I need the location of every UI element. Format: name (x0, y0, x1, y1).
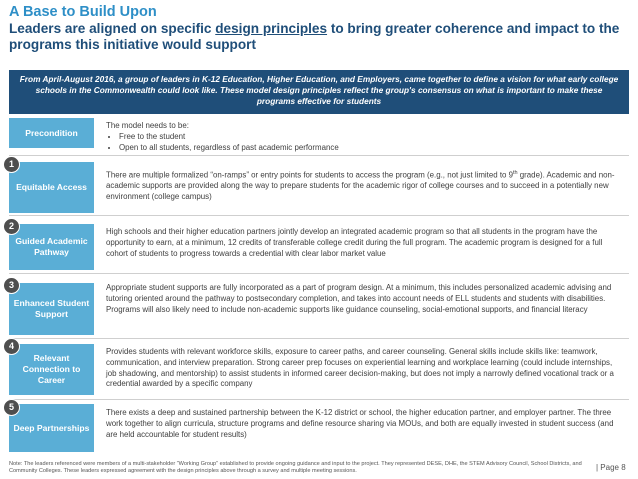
page-number: | Page 8 (596, 463, 626, 472)
divider (9, 338, 629, 339)
principle-label-5: Deep Partnerships (9, 404, 94, 452)
intro-banner: From April-August 2016, a group of leaders in K-12 Education, Higher Education, and Employers, came together to define a vision for what early college schools in the Commonwealth could look like. These model design principles reflect the group's consensus on what is important to make these programs effective for students (9, 70, 629, 114)
footnote: Note: The leaders referenced were members of a multi-stakeholder “Working Group” established to provide ongoing guidance and input to the project. They represented DESE, DHE, the STEM Advisory Council, School Districts, and Community Colleges. These leaders expressed agreement with the design principles above through a survey and multiple meeting sessions. (9, 461, 582, 474)
principle-text-1b: grade). Academic and non-academic supports are provided along the way to prepare students for the academic rigor of college courses and to succeed in a potentially new environment (college campus) (106, 170, 615, 202)
principle-description-3: Appropriate student supports are fully incorporated as a part of program design. At a minimum, this includes personalized academic advising and tutoring oriented around the pathway to postsecondary completion, and takes into account needs of ELL students and students with disabilities. Programs will also likely need to include non-academic supports like guidance counseling, social-emotional supports, and financial literacy (106, 283, 612, 314)
number-badge-1: 1 (3, 156, 20, 173)
superscript: th (512, 170, 518, 176)
number-badge-4: 4 (3, 338, 20, 355)
principle-description-2: High schools and their higher education partners jointly develop an integrated academic program so that all students in the program have the opportunity to earn, at a minimum, 12 credits of transferable college credit during the full program. The academic program is designed for a full cohort of students to progress towards a credential with clear labor market value (106, 227, 603, 258)
precondition-bullet: • Open to all students, regardless of past academic performance (119, 143, 621, 154)
page-title: A Base to Build Upon (9, 4, 157, 20)
principle-description-5: There exists a deep and sustained partnership between the K-12 district or school, the higher education partner, and employer partner. The three work together to align curricula, structure programs and define resource sharing via MOUs, and both are equally invested in student success (and are held accountable for student results) (106, 408, 614, 439)
principle-description-1 (106, 168, 621, 203)
principle-label-3: Enhanced Student Support (9, 283, 94, 335)
divider (9, 155, 629, 156)
principle-label-4: Relevant Connection to Career (9, 344, 94, 395)
principle-label-1: Equitable Access (9, 162, 94, 213)
principle-description-4: Provides students with relevant workforce skills, exposure to career paths, and career counseling. General skills include skills like: teamwork, communication, and interview preparation. Strong career prep focuses on experiential learning and workplace learning (could include internships, job shadowing, and mentorship) to assist students in informed career decision-making, but does not imply a narrowly defined vocational track or a credential awarded by a specific company (106, 347, 614, 389)
page-subtitle (9, 21, 633, 53)
number-badge-5: 5 (3, 399, 20, 416)
precondition-bullets (106, 132, 621, 154)
subtitle-emphasis: design principles (215, 21, 328, 36)
subtitle-text-start: Leaders are aligned on specific (9, 21, 216, 36)
divider (9, 215, 629, 216)
divider (9, 399, 629, 400)
number-badge-3: 3 (3, 277, 20, 294)
divider (9, 273, 629, 274)
precondition-label: Precondition (9, 118, 94, 148)
principle-label-2: Guided Academic Pathway (9, 224, 94, 270)
precondition-lead: The model needs to be: (106, 121, 189, 130)
principle-text-1a: There are multiple formalized “on-ramps” or entry points for students to access the program (e.g., not just limited to 9 (106, 170, 513, 180)
precondition-bullet: • Free to the student (119, 132, 621, 143)
number-badge-2: 2 (3, 218, 20, 235)
subtitle-text-end: to bring greater coherence and impact to the programs this initiative would support (9, 21, 620, 52)
precondition-description (106, 121, 621, 153)
